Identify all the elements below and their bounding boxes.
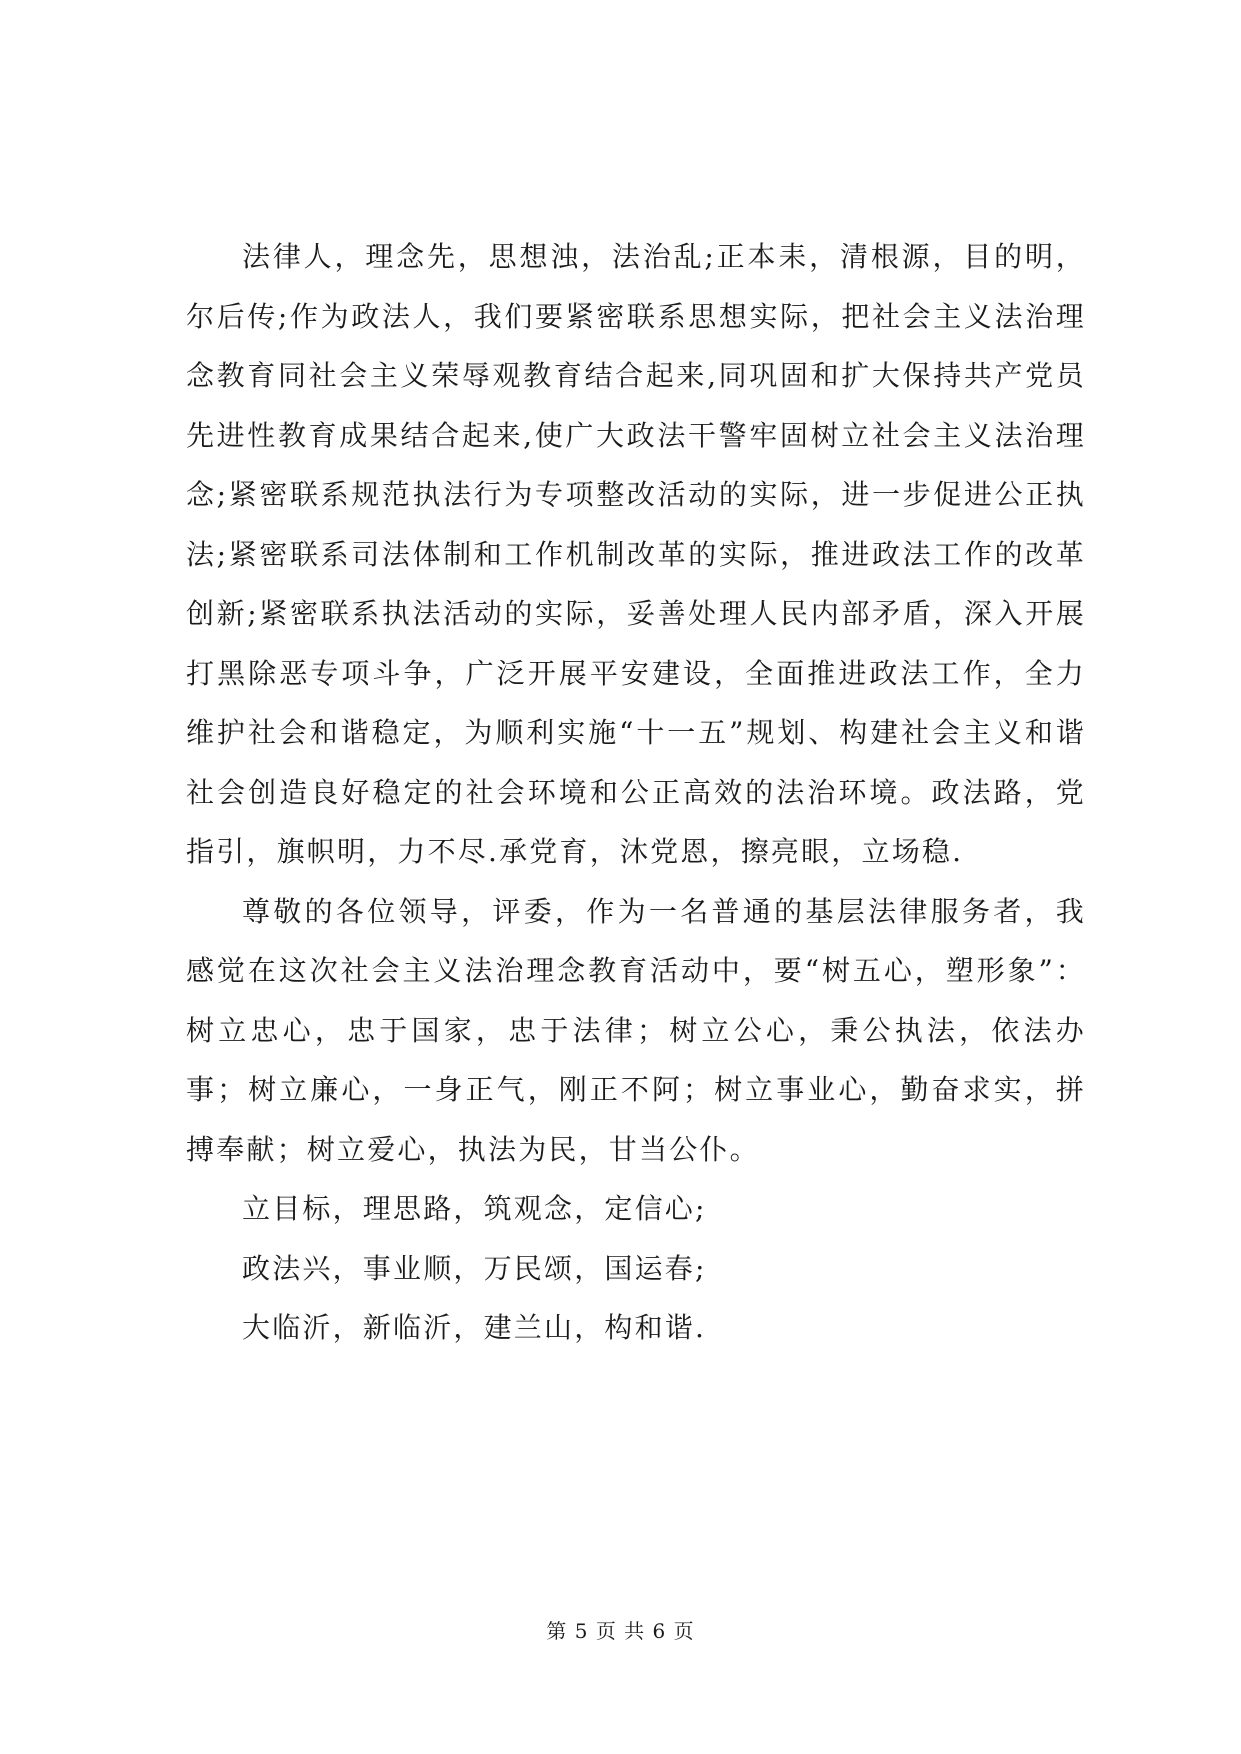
document-body [186, 227, 1086, 1358]
paragraph-4: 政法兴，事业顺，万民颂，国运春; [242, 1251, 707, 1285]
paragraph-3: 立目标，理思路，筑观念，定信心; [242, 1192, 707, 1225]
page-number-footer: 第 5 页 共 6 页 [546, 1619, 695, 1643]
paragraph-1: 法律人，理念先，思想浊，法治乱;正本耒，清根源，目的明，尔后传;作为政法人，我们要紧密联系思想实际，把社会主义法治理念教育同社会主义荣辱观教育结合起来,同巩固和扩大保持共产党员先进性教育成果结合起来,使广大政法干警牢固树立社会主义法治理念;紧密联系规范执法行为专项整改活动的实际，进一步促进公正执法;紧密联系司法体制和工作机制改革的实际，推进政法工作的改革创新;紧密联系执法活动的实际，妥善处理人民内部矛盾，深入开展打黑除恶专项斗争，广泛开展平安建设，全面推进政法工作，全力维护社会和谐稳定，为顺利实施“十一五”规划、构建社会主义和谐社会创造良好稳定的社会环境和公正高效的法治环境。政法路，党指引，旗帜明，力不尽.承党育，沐党恩，擦亮眼，立场稳. [186, 240, 1086, 868]
paragraph-5: 大临沂，新临沂，建兰山，构和谐. [242, 1311, 707, 1344]
paragraph-2: 尊敬的各位领导，评委，作为一名普通的基层法律服务者，我感觉在这次社会主义法治理念教育活动中，要“树五心，塑形象”：树立忠心，忠于国家，忠于法律；树立公心，秉公执法，依法办事；树立廉心，一身正气，刚正不阿；树立事业心，勤奋求实，拼搏奉献；树立爱心，执法为民，甘当公仆。 [186, 894, 1086, 1166]
